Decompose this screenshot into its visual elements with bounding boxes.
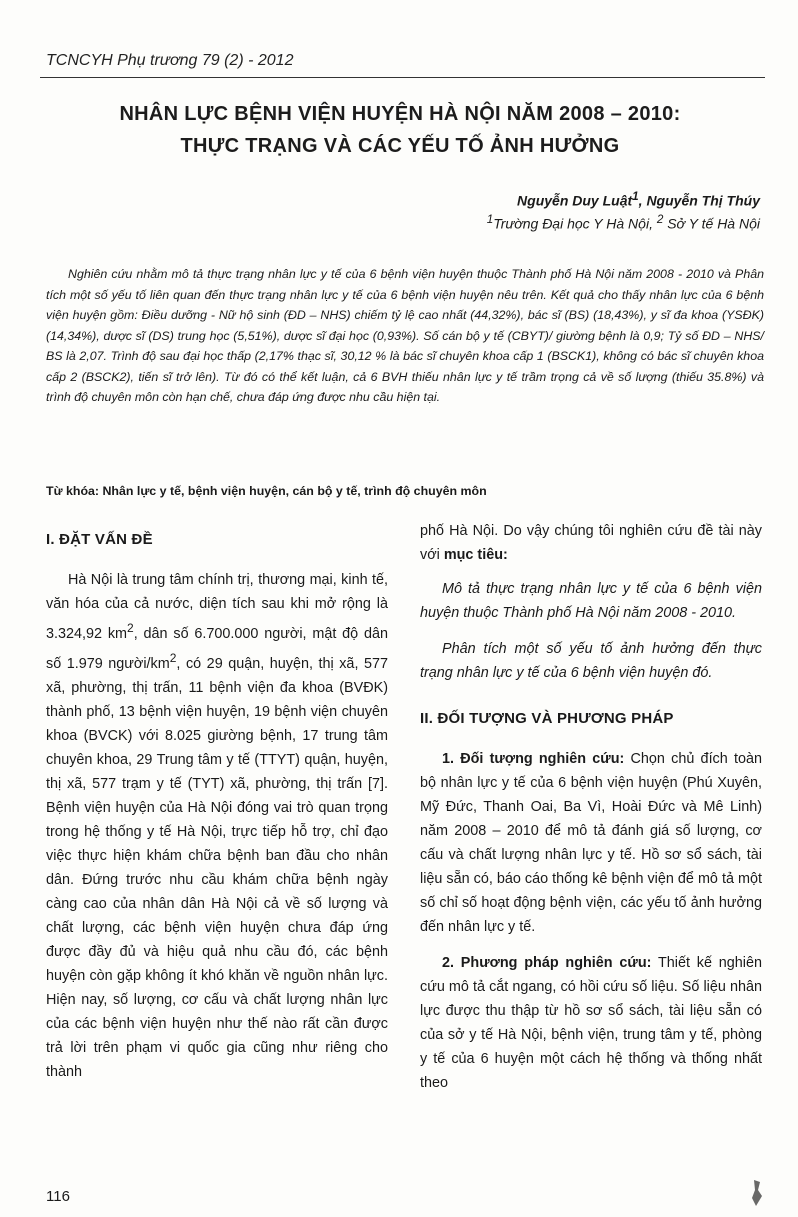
title-line-2: THỰC TRẠNG VÀ CÁC YẾU TỐ ẢNH HƯỞNG	[180, 135, 620, 157]
scan-artifact-icon	[746, 1178, 768, 1208]
author-1: Nguyễn Duy Luật	[517, 192, 633, 209]
km2-sup: 2	[127, 621, 134, 635]
continuation-text: phố Hà Nội. Do vậy chúng tôi nghiên cứu đề tài này với	[420, 523, 762, 563]
subsection-2-text: Thiết kế nghiên cứu mô tả cắt ngang, có hồi cứu số liệu. Số liệu nhân lực được thu thập từ hồ sơ sổ sách, tài liệu sẵn có của sở y tế Hà Nội, bệnh viện, trung tâm y tế, phòng y tế của 6 huyện một cách hệ thống và thống nhất theo	[420, 955, 762, 1091]
column-left	[46, 528, 388, 1096]
title-line-1: NHÂN LỰC BỆNH VIỆN HUYỆN HÀ NỘI NĂM 2008 – 2010:	[119, 103, 681, 125]
section-2-heading: II. ĐỐI TƯỢNG VÀ PHƯƠNG PHÁP	[420, 710, 674, 727]
para-part-a: Hà Nội là trung tâm chính trị, thương mại, kinh tế, văn hóa của cả nước, diện tích sau khi mở rộng là 3.324,92 km	[46, 572, 388, 642]
affil-sup-2: 2	[656, 213, 664, 226]
header-rule	[40, 77, 765, 78]
subsection-1-label: 1. Đối tượng nghiên cứu:	[442, 751, 625, 767]
section-1-heading: I. ĐẶT VẤN ĐỀ	[46, 531, 153, 548]
section-1-continuation	[420, 519, 762, 567]
article-title	[40, 98, 760, 162]
goal-label: mục tiêu:	[443, 547, 508, 563]
affil-1: Trường Đại học Y Hà Nội,	[493, 215, 657, 232]
author-list	[517, 190, 760, 209]
km2-sup-2: 2	[169, 650, 177, 665]
section-1-paragraph	[46, 568, 388, 1084]
affil-sup-1: 1	[486, 213, 494, 226]
subsection-1-text: Chọn chủ đích toàn bộ nhân lực y tế của 6 bệnh viện huyện (Phú Xuyên, Mỹ Đức, Thanh Oai, Ba Vì, Hoài Đức và Mê Linh) năm 2008 – 2010 để mô tả đánh giá số lượng, cơ cấu và chất lượng nhân lực y tế. Hồ sơ sổ sách, tài liệu sẵn có, báo cáo thống kê bệnh viện để mô tả một số chỉ số hoạt động bệnh viện, các yếu tố ảnh hưởng đến nhân lực y tế.	[420, 751, 762, 935]
affil-2: Sở Y tế Hà Nội	[663, 215, 760, 232]
abstract: Nghiên cứu nhằm mô tả thực trạng nhân lực y tế của 6 bệnh viện huyện thuộc Thành phố Hà Nội năm 2008 - 2010 và Phân tích một số yếu tố liên quan đến thực trạng nhân lực y tế của 6 bệnh viện huyện nêu trên. Kết quả cho thấy nhân lực của 6 bệnh viện huyện gồm: Điều dưỡng - Nữ hộ sinh (ĐD – NHS) chiếm tỷ lệ cao nhất (44,32%), bác sĩ (BS) (18,43%), y sĩ đa khoa (YSĐK) (14,34%), dược sĩ (DS) trung học (5,51%), dược sĩ đại học (0,93%). Số cán bộ y tế (CBYT)/ giường bệnh là 0,9; Tỷ số ĐD – NHS/ BS là 2,07. Trình độ sau đại học thấp (2,17% thạc sĩ, 30,12 % là bác sĩ chuyên khoa cấp 1 (BSCK1), không có bác sĩ chuyên khoa cấp 2 (BSCK2), tiến sĩ trở lên). Từ đó có thể kết luận, cả 6 BVH thiếu nhân lực y tế trầm trọng cả về số lượng (thiếu 35.8%) và trình độ chuyên môn còn hạn chế, chưa đáp ứng được nhu cầu hiện tại.	[46, 267, 764, 404]
affiliations	[487, 213, 760, 232]
journal-header: TCNCYH Phụ trương 79 (2) - 2012	[46, 52, 294, 69]
page-number: 116	[46, 1188, 70, 1205]
keywords: Từ khóa: Nhân lực y tế, bệnh viện huyện, cán bộ y tế, trình độ chuyên môn	[46, 484, 487, 498]
para-part-c: , có 29 quận, huyện, thị xã, 577 xã, phường, thị trấn, 11 bệnh viện đa khoa (BVĐK) thành phố, 13 bệnh viện huyện, 19 bệnh viện chuyên khoa (BVCK) với 8.025 giường bệnh, 17 trung tâm chuyên khoa, 29 Trung tâm y tế (TTYT) quận, huyện, thị xã, 577 trạm y tế (TYT) xã, phường, thị trấn [7]. Bệnh viện huyện của Hà Nội đóng vai trò quan trọng trong hệ thống y tế Hà Nội, trực tiếp hỗ trợ, chỉ đạo việc thực hiện khám chữa bệnh ban đầu cho nhân dân. Đứng trước nhu cầu khám chữa bệnh ngày càng cao của nhân dân Hà Nội cả về số lượng và chất lượng, các bệnh viện huyện chưa đáp ứng được đầy đủ và hiệu quả nhu cầu đó, các bệnh huyện còn gặp không ít khó khăn về nguồn nhân lực. Hiện nay, số lượng, cơ cấu và chất lượng nhân lực của các bệnh viện huyện như thế nào rất cần được trả lời trên phạm vi quốc gia cũng như riêng cho thành	[46, 655, 388, 1080]
goal-2: Phân tích một số yếu tố ảnh hưởng đến thực trạng nhân lực y tế của 6 bệnh viện huyện đó.	[420, 641, 762, 681]
author-2: Nguyễn Thị Thúy	[646, 192, 760, 209]
subsection-1	[420, 747, 762, 939]
author-sep: ,	[638, 192, 647, 209]
column-right	[420, 519, 762, 1107]
para-part-b: , dân số 6.700.000 người, mật độ dân số 1.979 người/km	[46, 625, 388, 672]
subsection-2	[420, 951, 762, 1095]
author-1-sup: 1	[632, 190, 639, 203]
goal-1: Mô tả thực trạng nhân lực y tế của 6 bệnh viện huyện thuộc Thành phố Hà Nội năm 2008 - 2010.	[420, 581, 762, 621]
subsection-2-label: 2. Phương pháp nghiên cứu:	[442, 955, 652, 971]
